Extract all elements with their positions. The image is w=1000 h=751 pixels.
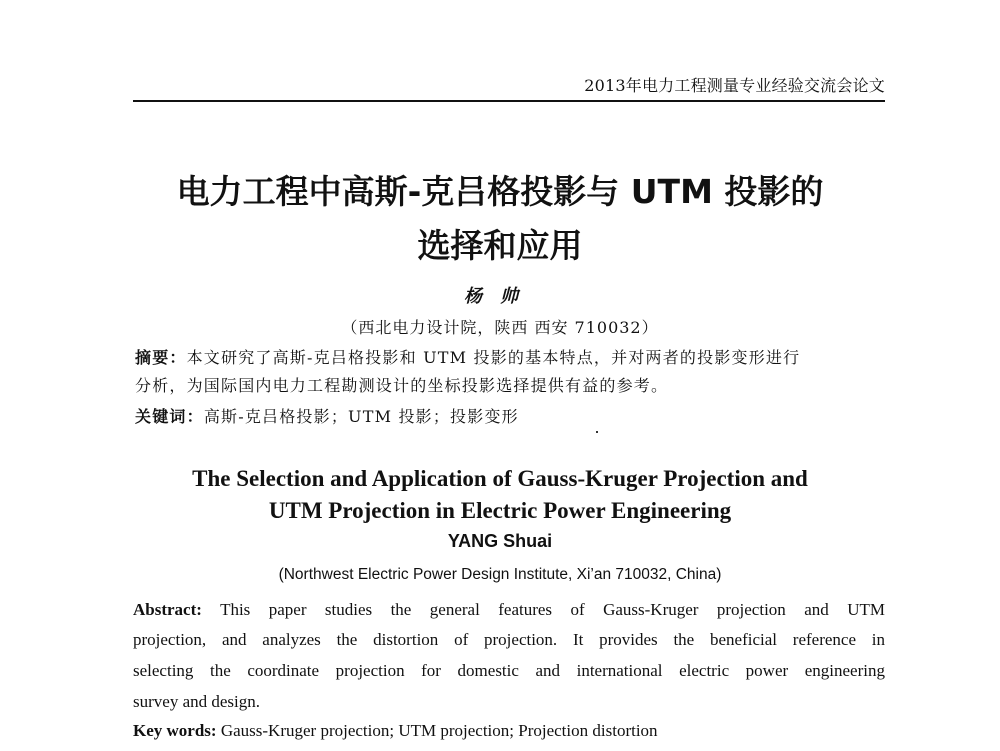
cn-abstract-line-1 [135, 344, 885, 372]
cn-abstract-line-2: 分析，为国际国内电力工程勘测设计的坐标投影选择提供有益的参考。 [135, 376, 669, 395]
cn-title-line-1: 电力工程中高斯-克吕格投影与 UTM 投影的 [176, 172, 824, 211]
cn-affiliation: （西北电力设计院，陕西 西安 710032） [341, 318, 659, 337]
en-abstract-line-3: selecting the coordinate projection for domestic and international electric power engineering [133, 661, 885, 680]
en-abstract-text-1: This paper studies the general features of Gauss-Kruger projection and UTM [220, 600, 885, 619]
en-keywords [133, 721, 658, 741]
en-keywords-text: Gauss-Kruger projection; UTM projection; Projection distortion [220, 721, 658, 740]
running-head: 2013年电力工程测量专业经验交流会论文 [584, 76, 885, 95]
cn-keywords-label: 关键词： [135, 407, 204, 426]
en-abstract-line-4: survey and design. [133, 692, 261, 711]
en-affiliation: (Northwest Electric Power Design Institute, Xi’an 710032, China) [278, 566, 722, 583]
en-title-line-1: The Selection and Application of Gauss-Kruger Projection and [192, 466, 808, 491]
en-abstract-line-1 [133, 595, 885, 625]
cn-abstract-text-1: 本文研究了高斯-克吕格投影和 UTM 投影的基本特点，并对两者的投影变形进行 [186, 348, 801, 367]
cn-abstract-label: 摘要： [135, 348, 187, 367]
en-keywords-label: Key words: [133, 721, 217, 740]
en-abstract-line-2: projection, and analyzes the distortion of projection. It provides the beneficial reference in [133, 630, 885, 649]
scan-speck [596, 431, 598, 433]
cn-keywords-text: 高斯-克吕格投影；UTM 投影；投影变形 [203, 407, 519, 426]
en-title-line-2: UTM Projection in Electric Power Engineering [268, 498, 732, 523]
cn-author: 杨帅 [464, 286, 536, 307]
en-author: YANG Shuai [447, 531, 553, 551]
header-rule [133, 100, 885, 102]
cn-keywords [135, 404, 519, 427]
cn-title-line-2: 选择和应用 [417, 226, 583, 265]
en-abstract-label: Abstract: [133, 600, 202, 619]
